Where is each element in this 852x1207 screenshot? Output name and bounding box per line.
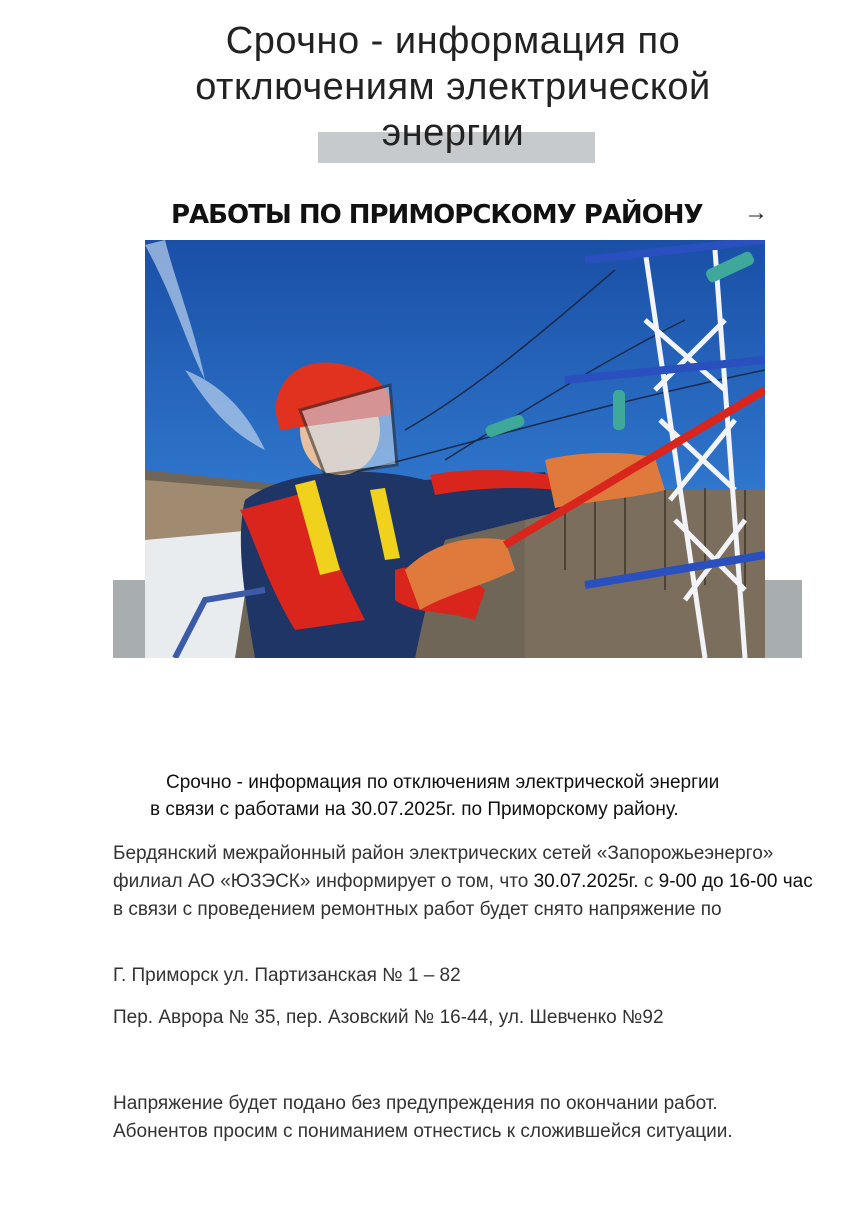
section-subtitle: РАБОТЫ ПО ПРИМОРСКОМУ РАЙОНУ	[171, 200, 703, 230]
address-line-2: Пер. Аврора № 35, пер. Азовский № 16-44, ул. Шевченко №92	[113, 1007, 664, 1028]
paragraph-text-a: Бердянский межрайонный район электрических сетей «Запорожьеэнерго» филиал АО «ЮЗЭСК» информирует о том, что	[113, 843, 774, 892]
headline-line-2: в связи с работами на 30.07.2025г. по Приморскому району.	[150, 799, 679, 820]
closing-paragraph: Напряжение будет подано без предупреждения по окончании работ. Абонентов просим с пониманием отнестись к сложившейся ситуации.	[113, 1093, 733, 1142]
notice-headline	[150, 769, 810, 823]
page-title	[90, 18, 816, 156]
notice-paragraph	[113, 840, 813, 924]
paragraph-text-b: с	[638, 871, 659, 892]
outage-time: 9-00 до 16-00 час	[658, 871, 813, 892]
outage-date: 30.07.2025г.	[533, 871, 639, 892]
title-line-3: энергии	[381, 112, 525, 154]
address-line-1: Г. Приморск ул. Партизанская № 1 – 82	[113, 965, 461, 986]
title-line-1: Срочно - информация по	[225, 20, 681, 62]
title-line-2: отключениям электрической	[195, 66, 711, 108]
lineman-photo	[145, 240, 765, 658]
arrow-right-icon: →	[744, 199, 768, 226]
paragraph-text-c: в связи с проведением ремонтных работ будет снято напряжение по	[113, 899, 722, 920]
headline-line-1: Срочно - информация по отключениям электрической энергии	[166, 772, 720, 793]
